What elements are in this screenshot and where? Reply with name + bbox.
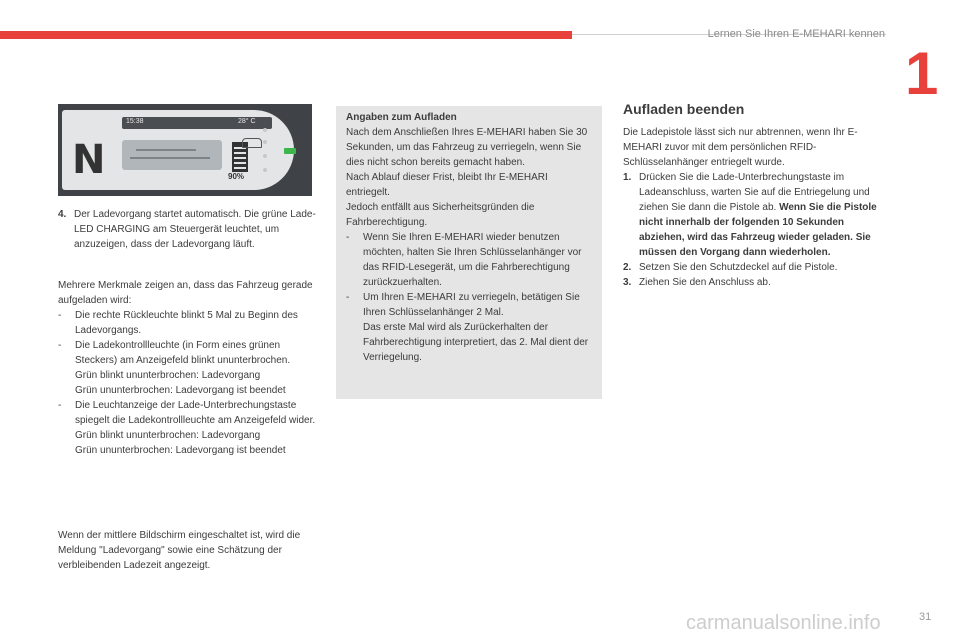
step-text: Der Ladevorgang startet automatisch. Die grüne Lade-LED CHARGING am Steuergerät leuchtet, um anzuzeigen, dass der Ladevorgang läuft. [74,209,316,250]
right-column [623,102,887,290]
step-number: 3. [623,277,632,288]
list-item-text: Die Ladekontrollleuchte (in Form eines grünen Steckers) am Anzeigefeld blinkt ununterbrochen. [75,340,291,366]
info-box-title: Angaben zum Aufladen [346,112,457,123]
info-box [336,106,602,399]
step-number: 4. [58,209,67,220]
indicator-icon [263,140,267,144]
list-item-text: Grün blinkt ununterbrochen: Ladevorgang [75,370,261,381]
dashboard-screen [62,110,294,190]
left-column-bottom [58,528,322,573]
chapter-number: 1 [905,40,939,107]
dashboard-gear: N [72,137,106,183]
step-text-normal: Drücken Sie die Lade-Unterbrechungstaste im Ladeanschluss, warten Sie auf die Entriegelung und ziehen Sie dann die Pistole ab. [639,172,870,213]
list-dash: - [346,292,350,303]
list-dash: - [58,310,62,321]
chapter-title: Lernen Sie Ihren E-MEHARI kennen [707,28,885,40]
step-2 [623,260,887,275]
features-intro: Mehrere Merkmale zeigen an, dass das Fahrzeug gerade aufgeladen wird: [58,280,313,306]
step-number: 1. [623,172,632,183]
list-item-text: Grün ununterbrochen: Ladevorgang ist beendet [75,445,286,456]
message-line [130,157,210,159]
list-item-text: Die Leuchtanzeige der Lade-Unterbrechungstaste spiegelt die Ladekontrollleuchte am Anzeigefeld wider. [75,400,316,426]
dashboard-image [58,104,312,196]
list-item-text: Um Ihren E-MEHARI zu verriegeln, betätigen Sie Ihren Schlüsselanhänger 2 Mal. [363,292,580,318]
indicator-icon [263,154,267,158]
step-3 [623,275,887,290]
left-column-step [58,207,320,252]
message-line [136,149,196,151]
step-1 [623,170,887,260]
car-icon [242,138,262,148]
list-item [346,290,594,365]
list-item-text: Wenn Sie Ihren E-MEHARI wieder benutzen möchten, halten Sie Ihren Schlüsselanhänger vor das RFID-Lesegerät, um die Fahrberechtigung zurückzuerhalten. [363,232,582,288]
list-item-text: Das erste Mal wird als Zurückerhalten der Fahrberechtigung interpretiert, das 2. Mal dient der Verriegelung. [363,322,589,363]
list-item [58,338,320,398]
bottom-paragraph: Wenn der mittlere Bildschirm eingeschaltet ist, wird die Meldung "Ladevorgang" sowie eine Schätzung der verbleibenden Ladezeit angezeigt. [58,530,301,571]
step-number: 2. [623,262,632,273]
indicator-icon [263,168,267,172]
list-item [346,230,594,290]
indicator-icon [263,128,267,132]
section-intro: Die Ladepistole lässt sich nur abtrennen, wenn Ihr E-MEHARI zuvor mit dem persönlichen RFID-Schlüsselanhänger entriegelt wurde. [623,127,858,168]
step-text-bold: Wenn Sie die Pistole nicht innerhalb der folgenden 10 Sekunden abziehen, wird das Fahrzeug wieder geladen. Sie müssen den Vorgang dann wiederholen. [639,202,877,258]
list-dash: - [346,232,350,243]
info-paragraph: Jedoch entfällt aus Sicherheitsgründen die Fahrberechtigung. [346,202,535,228]
info-paragraph: Nach dem Anschließen Ihres E-MEHARI haben Sie 30 Sekunden, um das Fahrzeug zu verriegeln, wenn Sie dies nicht schon bereits gemacht haben. [346,127,588,168]
page-number: 31 [919,611,932,623]
dashboard-message-panel [122,140,222,170]
step-text: Setzen Sie den Schutzdeckel auf die Pistole. [639,262,838,273]
info-paragraph: Nach Ablauf dieser Frist, bleibt Ihr E-MEHARI entriegelt. [346,172,548,198]
list-item-text: Grün ununterbrochen: Ladevorgang ist beendet [75,385,286,396]
step-text: Ziehen Sie den Anschluss ab. [639,277,771,288]
dashboard-temperature: 28° C [238,118,256,125]
info-box-content [346,110,594,365]
header-red-bar [0,31,572,39]
step-text [639,170,887,260]
step-4 [58,207,320,252]
left-column-features [58,278,320,458]
list-dash: - [58,400,62,411]
dashboard-battery-percent: 90% [228,172,245,181]
charging-plug-icon [284,148,296,154]
list-dash: - [58,340,62,351]
list-item [58,308,320,338]
watermark: carmanualsonline.info [686,612,881,634]
list-item-text: Die rechte Rückleuchte blinkt 5 Mal zu Beginn des Ladevorgangs. [75,310,298,336]
list-item [58,398,320,458]
dashboard-time: 15:38 [126,118,144,125]
list-item-text: Grün blinkt ununterbrochen: Ladevorgang [75,430,261,441]
section-title: Aufladen beenden [623,101,745,117]
